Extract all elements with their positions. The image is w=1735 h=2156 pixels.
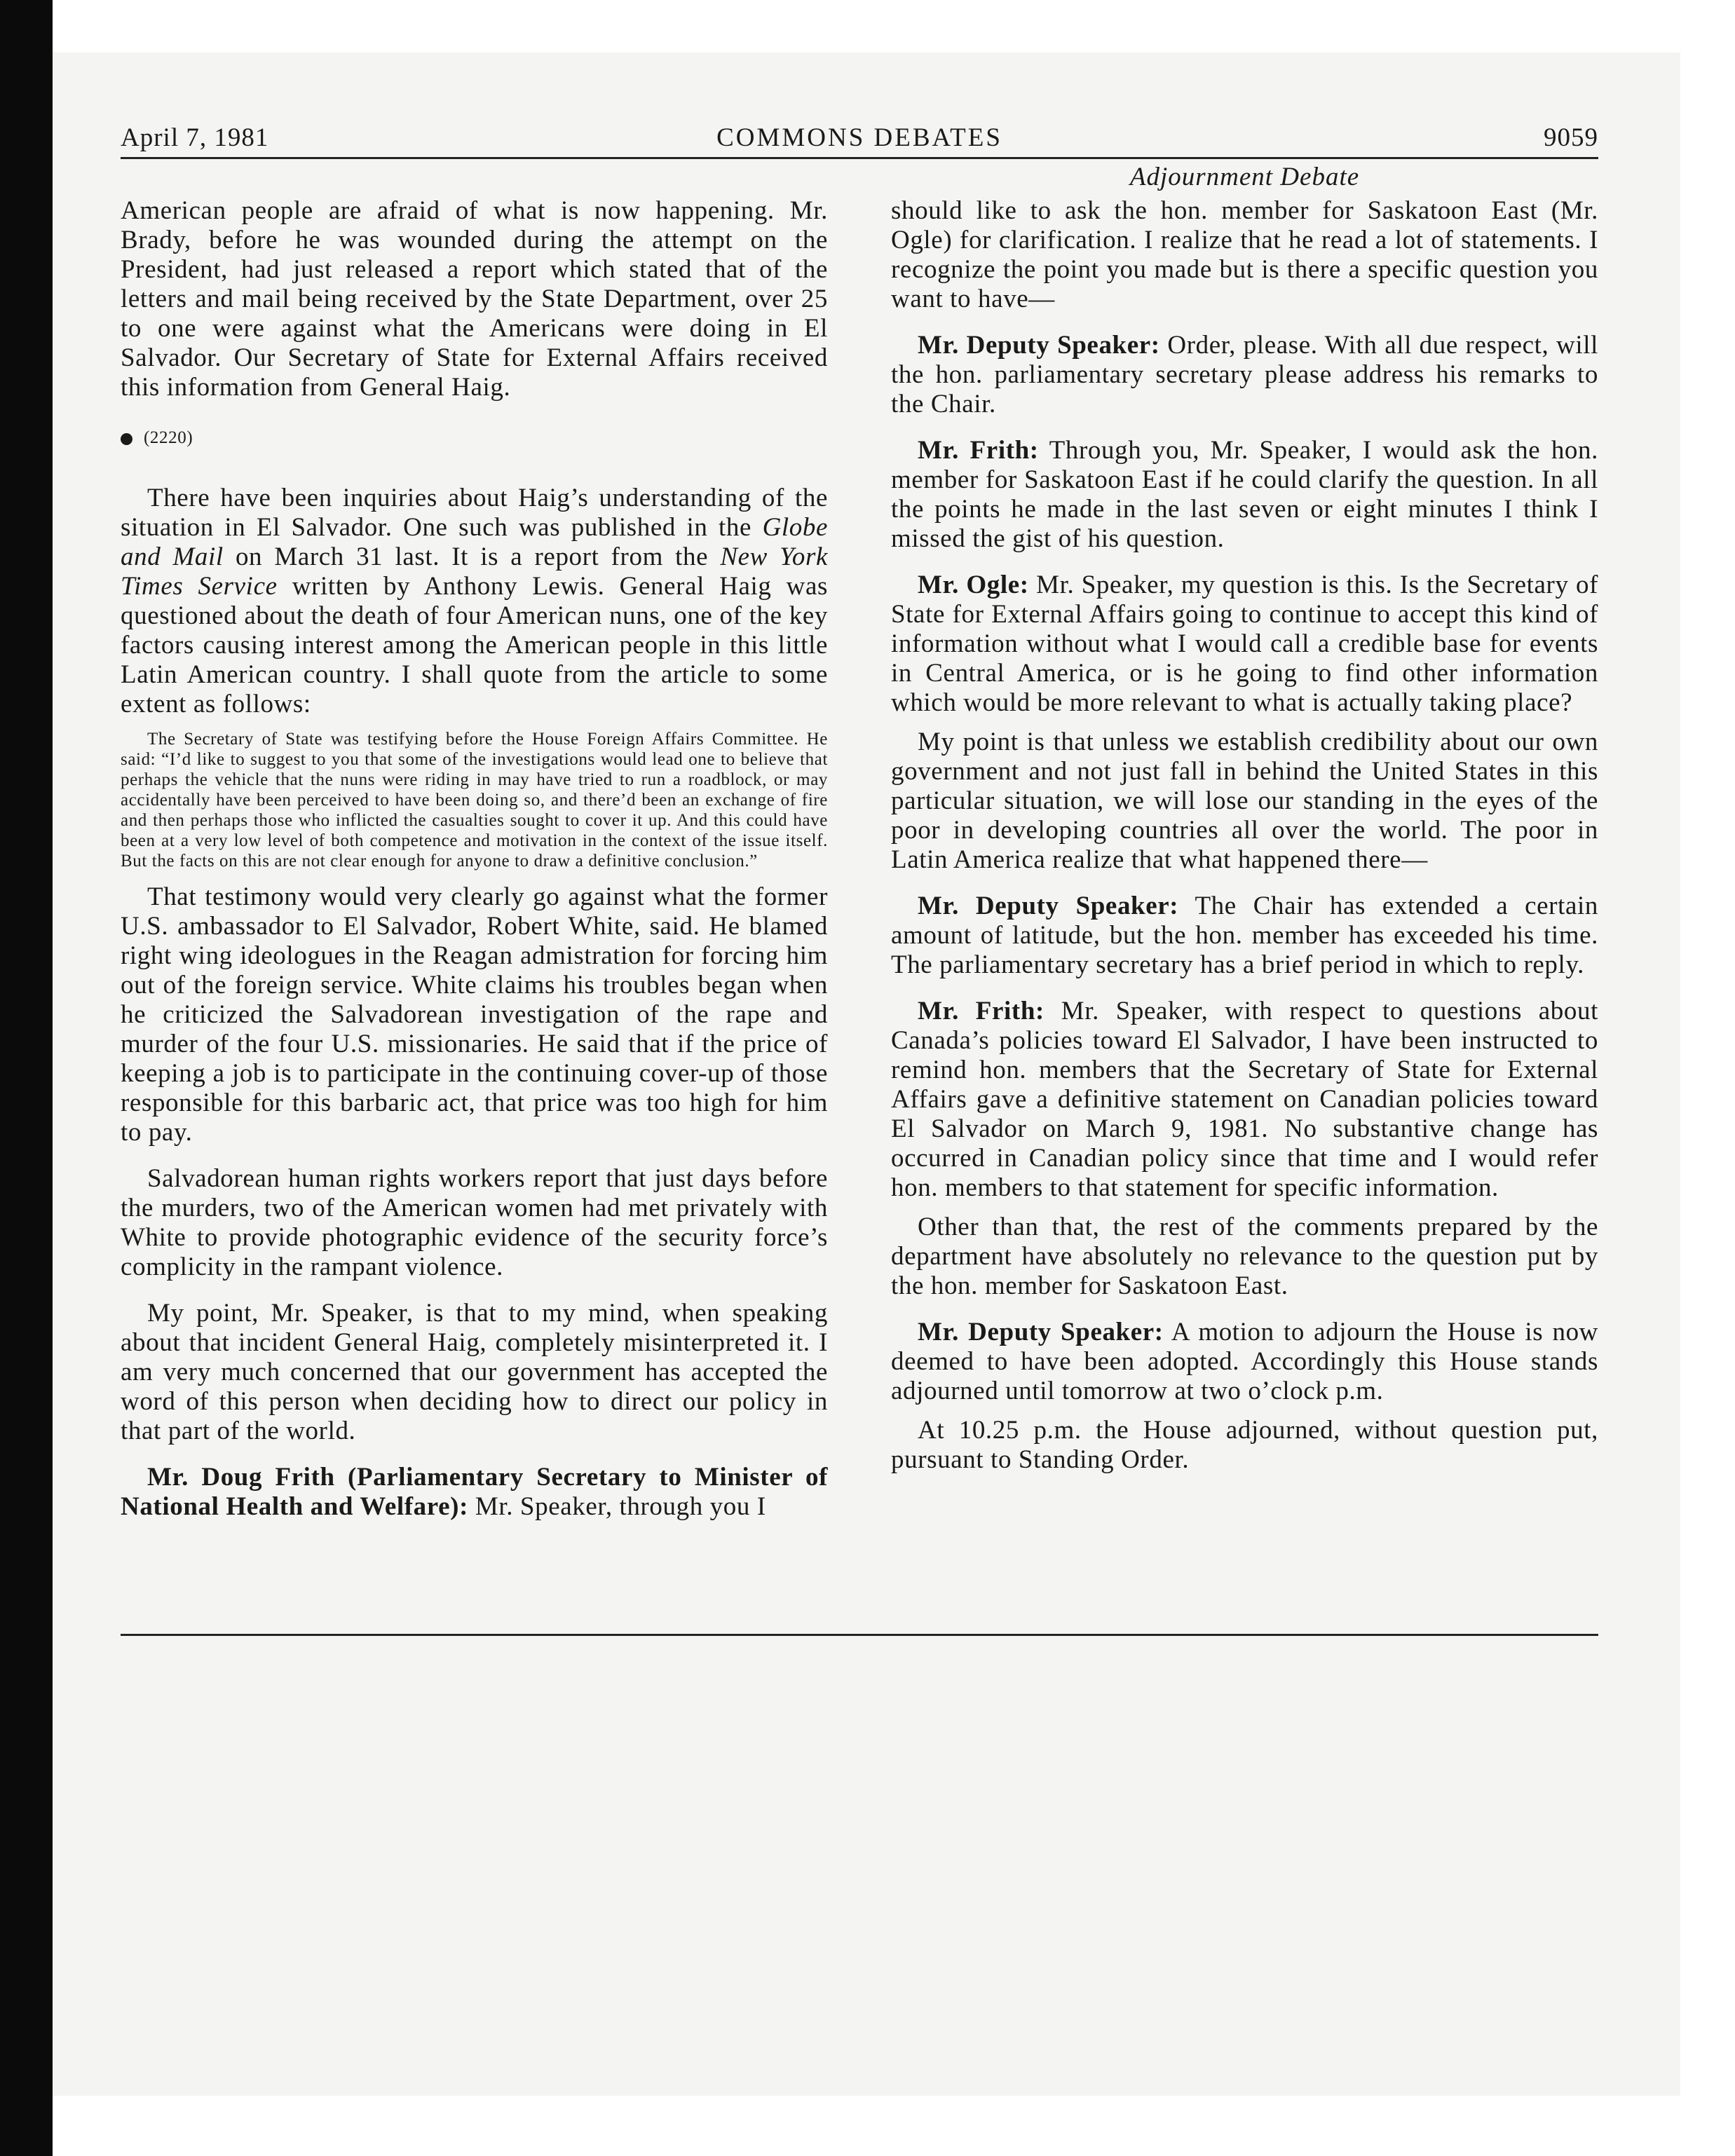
paragraph: American people are afraid of what is now happening. Mr. Brady, before he was wounded during the attempt on the President, had just released a report which stated that of the letters and mail being received by the State Department, over 25 to one were against what the Americans were doing in El Salvador. Our Secretary of State for External Affairs received this information from General Haig. <box>121 196 828 402</box>
speech-paragraph <box>891 1318 1598 1406</box>
speaker-name: Mr. Frith: <box>918 997 1045 1025</box>
speech-paragraph <box>891 331 1598 419</box>
text-run: Mr. Speaker, through you I <box>468 1492 766 1521</box>
left-column <box>121 196 828 1538</box>
paragraph: That testimony would very clearly go against what the former U.S. ambassador to El Salvador, Robert White, said. He blamed right wing ideologues in the Reagan admistration for forcing him out of the foreign service. White claims his troubles began when he criticized the Salvadorean investigation of the rape and murder of the four U.S. missionaries. He said that if the price of keeping a job is to participate in the continuing cover-up of those responsible for this barbaric act, that price was too high for him to pay. <box>121 882 828 1147</box>
time-stamp: (2220) <box>144 428 193 447</box>
page-number: 9059 <box>1544 123 1598 152</box>
paragraph: Salvadorean human rights workers report that just days before the murders, two of the American women had met privately with White to provide photographic evidence of the security force’s complicity in the rampant violence. <box>121 1164 828 1281</box>
text-run: written by Anthony Lewis. General Haig was questioned about the death of four American nuns, one of the key factors causing interest among the American people in this little Latin American country. I shall quote from the article to some extent as follows: <box>121 572 828 718</box>
footer-rule <box>121 1634 1598 1636</box>
paragraph: should like to ask the hon. member for Saskatoon East (Mr. Ogle) for clarification. I realize that he read a lot of statements. I recognize the point you made but is there a specific question you want to have— <box>891 196 1598 313</box>
text-run: The Chair has extended a certain amount of latitude, but the hon. member has exceeded his time. The parliamentary secretary has a brief period in which to reply. <box>891 892 1598 979</box>
paragraph: My point, Mr. Speaker, is that to my mind, when speaking about that incident General Haig, completely misinterpreted it. I am very much concerned that our government has accepted the word of this person when deciding how to direct our policy in that part of the world. <box>121 1299 828 1445</box>
speaker-name: Mr. Deputy Speaker: <box>918 892 1179 920</box>
text-run: on March 31 last. It is a report from the <box>223 543 721 571</box>
time-marker <box>121 423 828 453</box>
paragraph: My point is that unless we establish credibility about our own government and not just fall in behind the United States in this particular situation, we will lose our standing in the eyes of the poor in developing countries all over the world. The poor in Latin America realize that what happened there— <box>891 728 1598 874</box>
scan-edge-bar <box>0 0 53 2156</box>
speech-paragraph <box>891 571 1598 718</box>
publication-name: New York Times Service <box>121 543 828 601</box>
speech-paragraph <box>891 997 1598 1203</box>
paragraph: Other than that, the rest of the comments prepared by the department have absolutely no relevance to the question put by the hon. member for Saskatoon East. <box>891 1213 1598 1300</box>
header-title: COMMONS DEBATES <box>716 123 1002 152</box>
speech-paragraph <box>891 892 1598 980</box>
text-run: There have been inquiries about Haig’s understanding of the situation in El Salvador. One such was published in the <box>121 484 828 542</box>
paragraph: At 10.25 p.m. the House adjourned, without question put, pursuant to Standing Order. <box>891 1416 1598 1474</box>
speech-paragraph <box>891 436 1598 554</box>
speaker-name: Mr. Doug Frith (Parliamentary Secretary to Minister of National Health and Welfare): <box>121 1463 828 1521</box>
header-date: April 7, 1981 <box>121 123 269 152</box>
text-run: Mr. Speaker, with respect to questions about Canada’s policies toward El Salvador, I have been instructed to remind hon. members that the Secretary of State for External Affairs gave a definitive statement on Canadian policies toward El Salvador on March 9, 1981. No substantive change has occurred in Canadian policy since that time and I would refer hon. members to that statement for specific information. <box>891 997 1598 1202</box>
speech-paragraph <box>121 1463 828 1522</box>
speaker-name: Mr. Ogle: <box>918 571 1029 599</box>
header-rule <box>121 157 1598 159</box>
text-run: Order, please. With all due respect, will the hon. parliamentary secretary please address his remarks to the Chair. <box>891 331 1598 418</box>
speaker-name: Mr. Frith: <box>918 436 1039 465</box>
bullet-dot-icon <box>121 433 132 445</box>
block-quote: The Secretary of State was testifying before the House Foreign Affairs Committee. He said: “I’d like to suggest to you that some of the investigations would lead one to believe that perhaps the vehicle that the nuns were riding in may have tried to run a roadblock, or may accidentally have been perceived to have been doing so, and there’d been an exchange of fire and then perhaps those who inflicted the casualties sought to cover it up. And this could have been at a very low level of both competence and motivation in the context of the issue itself. But the facts on this are not clear enough for anyone to draw a definitive conclusion.” <box>121 730 828 871</box>
text-run: Through you, Mr. Speaker, I would ask the hon. member for Saskatoon East if he could clarify the question. In all the points he made in the last seven or eight minutes I think I missed the gist of his question. <box>891 436 1598 553</box>
running-header <box>121 121 1598 156</box>
publication-name: Globe and Mail <box>121 513 828 571</box>
section-subheading: Adjournment Debate <box>1129 163 1360 191</box>
right-column <box>891 196 1598 1492</box>
scan-margin <box>53 0 1735 53</box>
speaker-name: Mr. Deputy Speaker: <box>918 331 1160 360</box>
text-run: A motion to adjourn the House is now deemed to have been adopted. Accordingly this House stands adjourned until tomorrow at two o’clock p.m. <box>891 1318 1599 1405</box>
text-run: Mr. Speaker, my question is this. Is the Secretary of State for External Affairs going to continue to accept this kind of information without what I would call a credible base for events in Central America, or is he going to find other information which would be more relevant to what is actually taking place? <box>891 571 1599 717</box>
speaker-name: Mr. Deputy Speaker: <box>918 1318 1164 1346</box>
paragraph <box>121 484 828 719</box>
